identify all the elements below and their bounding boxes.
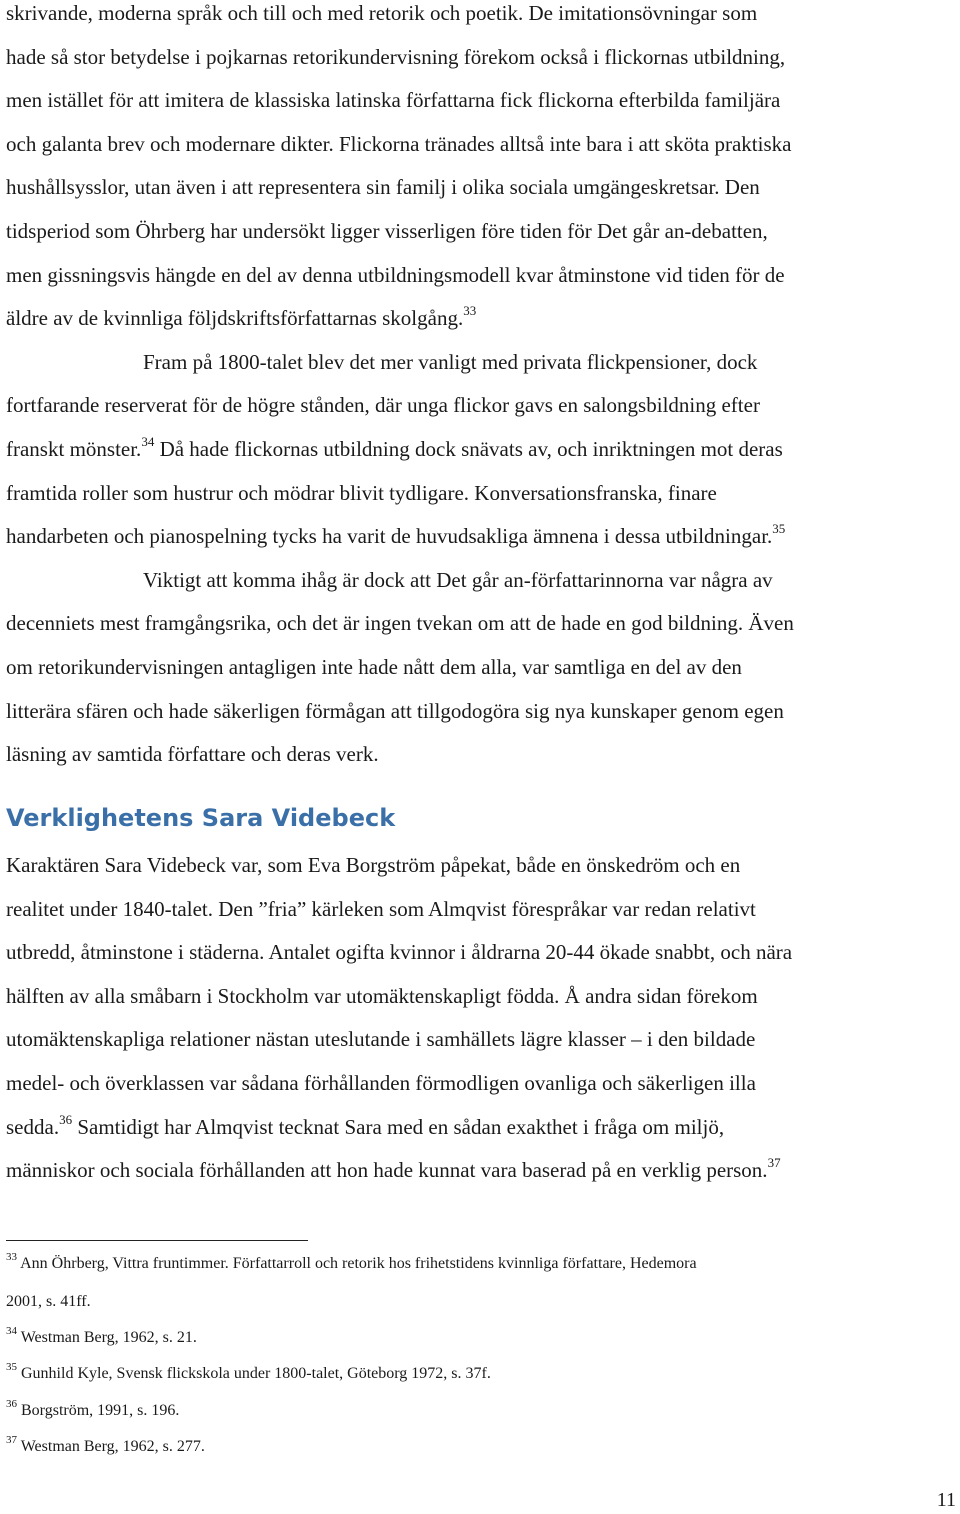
footnote-ref[interactable]: 36 xyxy=(59,1111,73,1127)
page-number: 11 xyxy=(936,1489,956,1511)
text-line xyxy=(143,347,757,377)
text-line xyxy=(6,0,757,28)
line-text: framtida roller som hustrur och mödrar blivit tydligare. Konversationsfranska, finare xyxy=(6,480,717,505)
text-line xyxy=(143,565,773,595)
footnote-number: 37 xyxy=(6,1434,17,1446)
footnote-text: Ann Öhrberg, Vittra fruntimmer. Författarroll och retorik hos frihetstidens kvinnliga författare, Hedemora xyxy=(20,1255,697,1272)
footnote-ref[interactable]: 37 xyxy=(767,1155,781,1171)
line-text: människor och sociala förhållanden att hon hade kunnat vara baserad på en verklig person. xyxy=(6,1158,768,1183)
footnote xyxy=(6,1436,205,1458)
text-line xyxy=(6,260,785,290)
line-text: decenniets mest framgångsrika, och det är ingen tvekan om att de hade en god bildning. Även xyxy=(6,611,794,636)
line-text: hushållsysslor, utan även i att representera sin familj i olika sociala umgängeskretsar. Den xyxy=(6,175,760,200)
text-line xyxy=(6,739,379,769)
text-line xyxy=(6,1068,756,1098)
footnote-number: 35 xyxy=(6,1361,17,1373)
text-line xyxy=(6,216,768,246)
footnote-divider xyxy=(6,1240,308,1241)
footnote-text: Westman Berg, 1962, s. 277. xyxy=(20,1438,205,1455)
text-line xyxy=(6,894,756,924)
line-text: medel- och överklassen var sådana förhållanden förmodligen ovanliga och säkerligen illa xyxy=(6,1071,756,1095)
footnote-text: Gunhild Kyle, Svensk flickskola under 1800-talet, Göteborg 1972, s. 37f. xyxy=(21,1365,491,1382)
text-line xyxy=(6,434,783,464)
text-line xyxy=(6,850,740,880)
text-line xyxy=(6,521,785,551)
text-line xyxy=(6,937,792,967)
line-text: utbredd, åtminstone i städerna. Antalet ogifta kvinnor i åldrarna 20-44 ökade snabbt, och nära xyxy=(6,940,793,965)
line-text: Viktigt att komma ihåg är dock att Det går an-författarinnorna var några av xyxy=(143,567,773,592)
line-text: tidsperiod som Öhrberg har undersökt ligger visserligen före tiden för Det går an-debatten, xyxy=(6,219,768,243)
footnote-text: Westman Berg, 1962, s. 21. xyxy=(20,1329,197,1346)
line-text-continued: Samtidigt har Almqvist tecknat Sara med en sådan exakthet i fråga om miljö, xyxy=(72,1114,725,1139)
line-text: hade så stor betydelse i pojkarnas retorikundervisning förekom också i flickornas utbildning, xyxy=(6,44,786,69)
text-line xyxy=(6,390,760,420)
footnote-ref[interactable]: 35 xyxy=(772,521,786,537)
footnote xyxy=(6,1253,697,1275)
text-line xyxy=(6,652,742,682)
text-line xyxy=(6,85,780,115)
line-text: och galanta brev och modernare dikter. Flickorna tränades alltså inte bara i att sköta praktiska xyxy=(6,131,792,156)
footnote xyxy=(6,1291,91,1313)
line-text: läsning av samtida författare och deras verk. xyxy=(6,742,379,767)
line-text: utomäktenskapliga relationer nästan uteslutande i samhällets lägre klasser – i den bildade xyxy=(6,1027,756,1052)
footnote-text: 2001, s. 41ff. xyxy=(6,1293,91,1310)
line-text: men gissningsvis hängde en del av denna utbildningsmodell kvar åtminstone vid tiden för de xyxy=(6,262,785,287)
line-text: sedda. xyxy=(6,1114,60,1139)
text-line xyxy=(6,303,476,333)
line-text: Karaktären Sara Videbeck var, som Eva Borgström påpekat, både en önskedröm och en xyxy=(6,853,741,877)
line-text: handarbeten och pianospelning tycks ha varit de huvudsakliga ämnena i dessa utbildningar. xyxy=(6,524,773,549)
line-text: litterära sfären och hade säkerligen förmågan att tillgodogöra sig nya kunskaper genom egen xyxy=(6,698,784,723)
line-text: realitet under 1840-talet. Den ”fria” kärleken som Almqvist förespråkar var redan relativt xyxy=(6,896,756,921)
text-line xyxy=(6,42,785,72)
text-line xyxy=(6,1112,724,1142)
line-text: om retorikundervisningen antagligen inte hade nått dem alla, var samtliga en del av den xyxy=(6,655,742,679)
footnote-number: 33 xyxy=(6,1251,17,1263)
footnote-ref[interactable]: 34 xyxy=(141,434,155,449)
footnote-number: 34 xyxy=(6,1325,17,1337)
line-text: äldre av de kvinnliga följdskriftsförfattarnas skolgång. xyxy=(6,306,464,331)
line-text: franskt mönster. xyxy=(6,437,142,461)
footnote xyxy=(6,1400,179,1422)
text-line xyxy=(6,981,758,1011)
footnote-text: Borgström, 1991, s. 196. xyxy=(21,1402,180,1419)
section-heading: Verklighetens Sara Videbeck xyxy=(6,804,396,832)
text-line xyxy=(6,478,717,508)
footnote-number: 36 xyxy=(6,1398,17,1410)
footnote xyxy=(6,1363,491,1385)
text-line xyxy=(6,1024,755,1054)
footnote-ref[interactable]: 33 xyxy=(463,303,477,319)
text-line xyxy=(6,129,791,159)
line-text: Fram på 1800-talet blev det mer vanligt med privata flickpensioner, dock xyxy=(143,349,758,374)
text-line xyxy=(6,1155,781,1185)
text-line xyxy=(6,608,794,638)
text-line xyxy=(6,696,784,726)
footnote xyxy=(6,1327,197,1349)
text-line xyxy=(6,172,760,202)
line-text: skrivande, moderna språk och till och med retorik och poetik. De imitationsövningar som xyxy=(6,1,758,25)
line-text: men istället för att imitera de klassiska latinska författarna fick flickorna efterbilda familjära xyxy=(6,88,781,113)
line-text: hälften av alla småbarn i Stockholm var utomäktenskapligt födda. Å andra sidan förekom xyxy=(6,983,758,1008)
line-text: fortfarande reserverat för de högre stånden, där unga flickor gavs en salongsbildning efter xyxy=(6,393,760,418)
line-text-continued: Då hade flickornas utbildning dock snävats av, och inriktningen mot deras xyxy=(154,437,783,461)
